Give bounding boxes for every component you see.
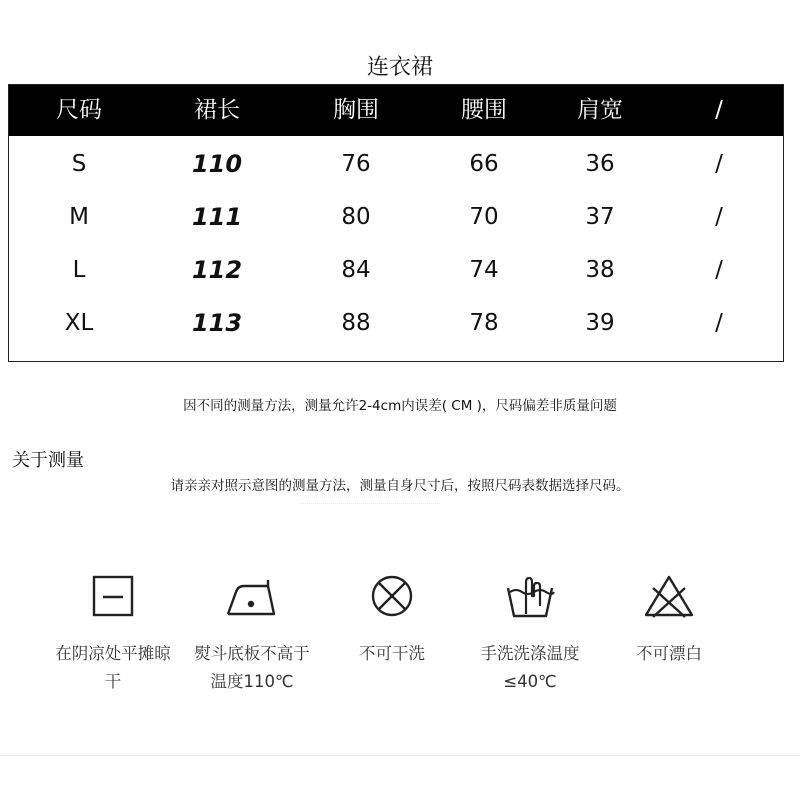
header-size: 尺码 xyxy=(56,97,102,123)
care-item-no-dry-clean xyxy=(332,574,452,668)
care-label: 熨斗底板不高于温度110℃ xyxy=(194,644,310,691)
table-row xyxy=(9,191,783,244)
header-slash: / xyxy=(715,97,723,123)
care-item-no-bleach xyxy=(609,574,729,668)
care-label: 在阴凉处平摊晾干 xyxy=(55,644,171,691)
divider xyxy=(300,503,440,507)
table-row xyxy=(9,297,783,350)
header-shoulder: 肩宽 xyxy=(577,97,623,123)
measurement-note: 因不同的测量方法，测量允许2-4cm内误差( CM )，尺码偏差非质量问题 xyxy=(183,398,617,414)
cell-bust: 80 xyxy=(341,204,371,230)
table-header xyxy=(9,85,783,136)
cell-shoulder: 39 xyxy=(585,310,615,336)
care-label: 手洗洗涤温度≤40℃ xyxy=(480,644,580,691)
cell-shoulder: 36 xyxy=(585,151,615,177)
cell-waist: 70 xyxy=(469,204,499,230)
header-dress-length: 裙长 xyxy=(194,97,240,123)
care-label: 不可干洗 xyxy=(359,644,425,663)
no-dry-clean-icon xyxy=(370,574,414,618)
cell-dress-length: 113 xyxy=(191,309,243,337)
cell-waist: 78 xyxy=(469,310,499,336)
cell-slash: / xyxy=(715,204,723,230)
care-item-hand-wash xyxy=(470,574,590,696)
cell-size: XL xyxy=(64,310,94,336)
table-row xyxy=(9,138,783,191)
iron-icon xyxy=(222,574,282,618)
page-title: 连衣裙 xyxy=(366,55,433,80)
hand-wash-icon xyxy=(504,574,556,618)
care-item-iron xyxy=(192,574,312,696)
cell-waist: 74 xyxy=(469,257,499,283)
care-label: 不可漂白 xyxy=(636,644,702,663)
about-measurement-title: 关于测量 xyxy=(12,450,84,471)
cell-bust: 88 xyxy=(341,310,371,336)
cell-shoulder: 38 xyxy=(585,257,615,283)
size-table xyxy=(8,84,784,362)
no-bleach-icon xyxy=(643,574,695,618)
header-waist: 腰围 xyxy=(461,97,507,123)
cell-waist: 66 xyxy=(469,151,499,177)
cell-size: S xyxy=(71,151,87,177)
cell-dress-length: 111 xyxy=(191,203,243,231)
measurement-instruction: 请亲亲对照示意图的测量方法，测量自身尺寸后，按照尺码表数据选择尺码。 xyxy=(170,478,630,494)
table-row xyxy=(9,244,783,297)
cell-bust: 76 xyxy=(341,151,371,177)
flat-dry-icon xyxy=(91,574,135,618)
cell-shoulder: 37 xyxy=(585,204,615,230)
cell-slash: / xyxy=(715,310,723,336)
cell-dress-length: 110 xyxy=(191,150,243,178)
cell-bust: 84 xyxy=(341,257,371,283)
cell-dress-length: 112 xyxy=(191,256,243,284)
cell-slash: / xyxy=(715,151,723,177)
care-item-flat-dry xyxy=(53,574,173,696)
cell-size: L xyxy=(72,257,86,283)
header-bust: 胸围 xyxy=(333,97,379,123)
cell-slash: / xyxy=(715,257,723,283)
divider xyxy=(0,755,800,756)
cell-size: M xyxy=(69,204,89,230)
